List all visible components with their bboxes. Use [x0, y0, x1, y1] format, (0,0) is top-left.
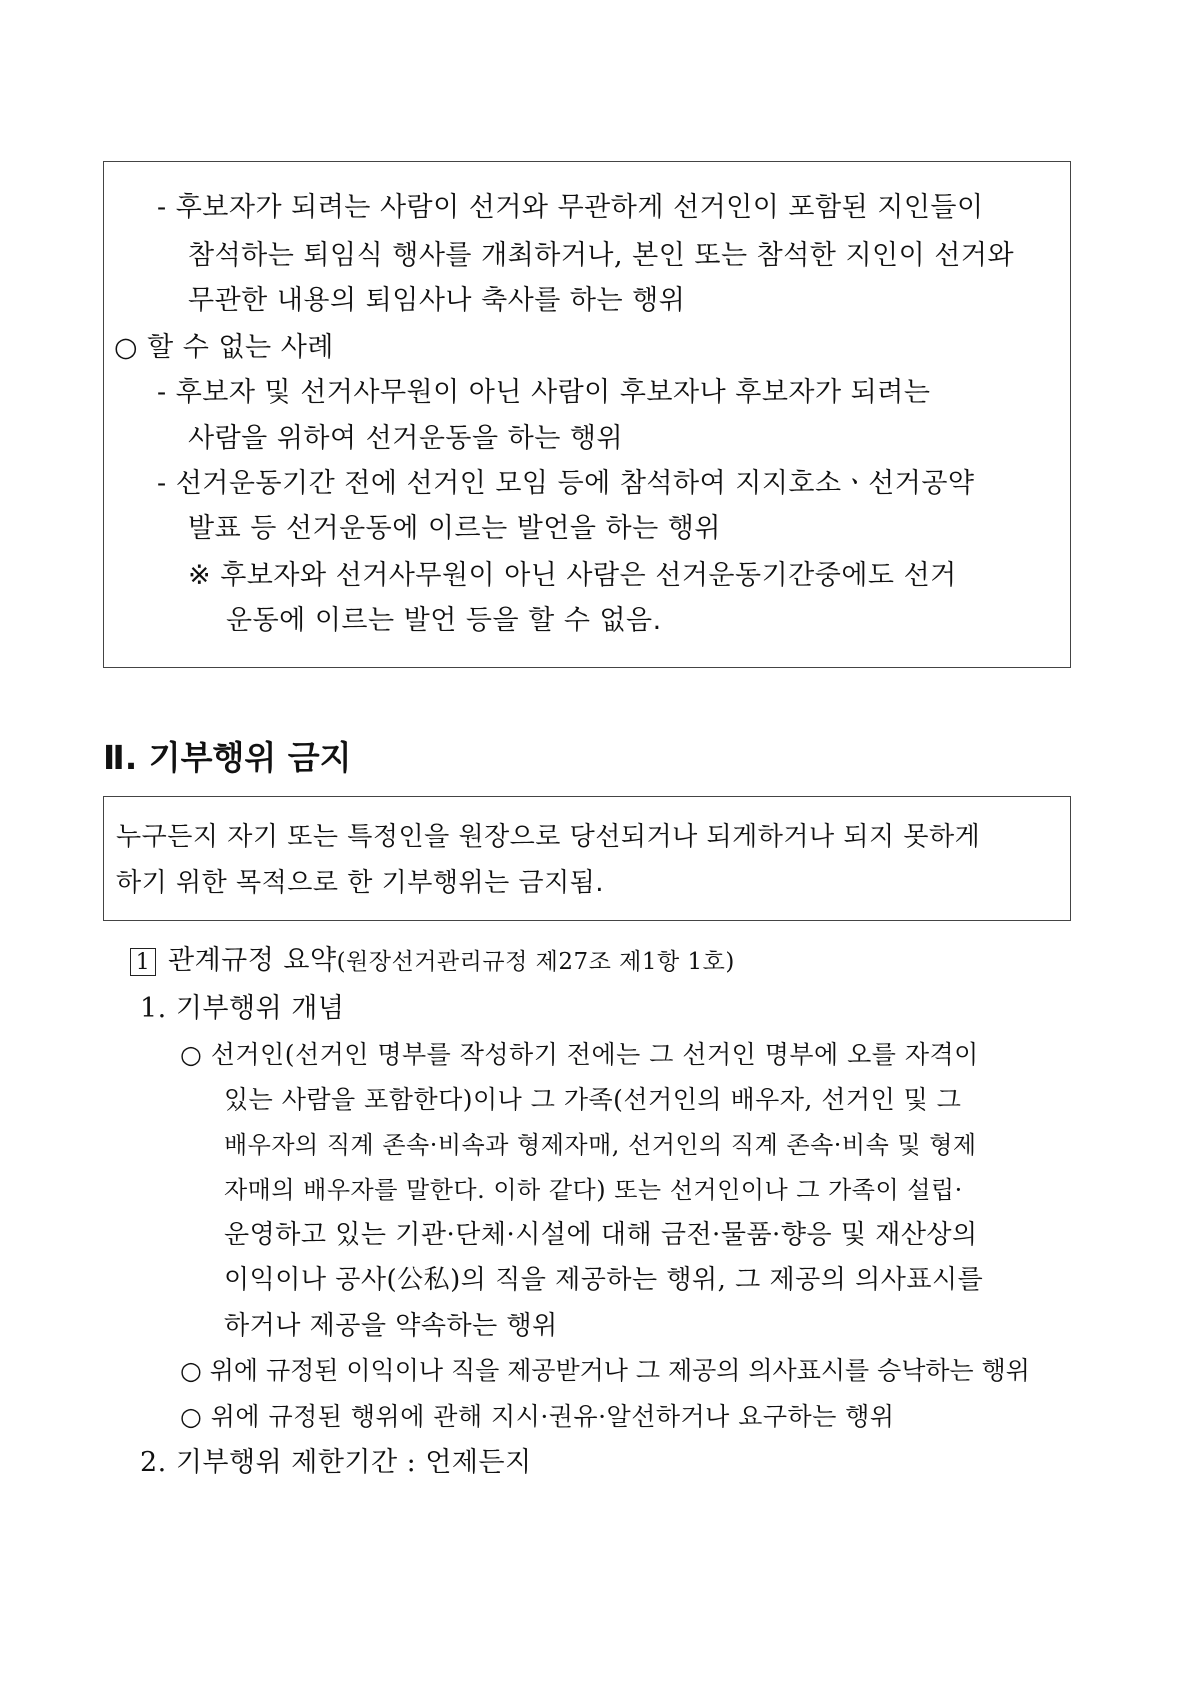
box1-line-3: 무관한 내용의 퇴임사나 축사를 하는 행위: [188, 285, 686, 316]
item1-line-9: ○ 위에 규정된 행위에 관해 지시·권유·알선하거나 요구하는 행위: [180, 1402, 895, 1431]
box1-note-1: ※ 후보자와 선거사무원이 아닌 사람은 선거운동기간중에도 선거: [188, 560, 957, 591]
item1-line-4: 자매의 배우자를 말한다. 이하 같다) 또는 선거인이나 그 가족이 설립·: [224, 1176, 963, 1204]
box1-line-8: 발표 등 선거운동에 이르는 발언을 하는 행위: [188, 513, 721, 544]
box2-line-2: 하기 위한 목적으로 한 기부행위는 금지됨.: [116, 868, 605, 898]
box2-line-1: 누구든지 자기 또는 특정인을 원장으로 당선되거나 되게하거나 되지 못하게: [116, 822, 981, 852]
box1-line-7: - 선거운동기간 전에 선거인 모임 등에 참석하여 지지호소ㆍ선거공약: [157, 468, 975, 499]
box1-line-6: 사람을 위하여 선거운동을 하는 행위: [188, 423, 624, 454]
box1-line-5: - 후보자 및 선거사무원이 아닌 사람이 후보자나 후보자가 되려는: [157, 377, 931, 408]
section-number-box: 1: [130, 948, 156, 976]
rules-heading-text: 관계규정 요약: [168, 945, 337, 976]
item1-line-6: 이익이나 공사(公私)의 직을 제공하는 행위, 그 제공의 의사표시를: [224, 1265, 984, 1295]
box1-line-2: 참석하는 퇴임식 행사를 개최하거나, 본인 또는 참석한 지인이 선거와: [188, 240, 1015, 271]
item1-title: 1. 기부행위 개념: [140, 993, 345, 1024]
item1-line-7: 하거나 제공을 약속하는 행위: [224, 1311, 558, 1341]
item1-line-3: 배우자의 직계 존속·비속과 형제자매, 선거인의 직계 존속·비속 및 형제: [224, 1131, 977, 1159]
item1-line-2: 있는 사람을 포함한다)이나 그 가족(선거인의 배우자, 선거인 및 그: [224, 1085, 962, 1114]
cannot-do-heading: ○ 할 수 없는 사례: [114, 332, 334, 363]
item1-line-8: ○ 위에 규정된 이익이나 직을 제공받거나 그 제공의 의사표시를 승낙하는 행위: [180, 1356, 1030, 1385]
item1-line-5: 운영하고 있는 기관·단체·시설에 대해 금전·물품·향응 및 재산상의: [224, 1220, 978, 1250]
section-title: Ⅱ. 기부행위 금지: [103, 738, 352, 777]
item1-line-1: ○ 선거인(선거인 명부를 작성하기 전에는 그 선거인 명부에 오를 자격이: [180, 1040, 979, 1069]
box1-line-1: - 후보자가 되려는 사람이 선거와 무관하게 선거인이 포함된 지인들이: [157, 192, 984, 223]
rules-heading-ref: (원장선거관리규정 제27조 제1항 1호): [336, 949, 735, 975]
summary-box: [103, 796, 1071, 921]
item2-period: 2. 기부행위 제한기간 : 언제든지: [140, 1447, 532, 1478]
rules-heading: [130, 944, 735, 979]
box1-note-2: 운동에 이르는 발언 등을 할 수 없음.: [226, 605, 662, 636]
